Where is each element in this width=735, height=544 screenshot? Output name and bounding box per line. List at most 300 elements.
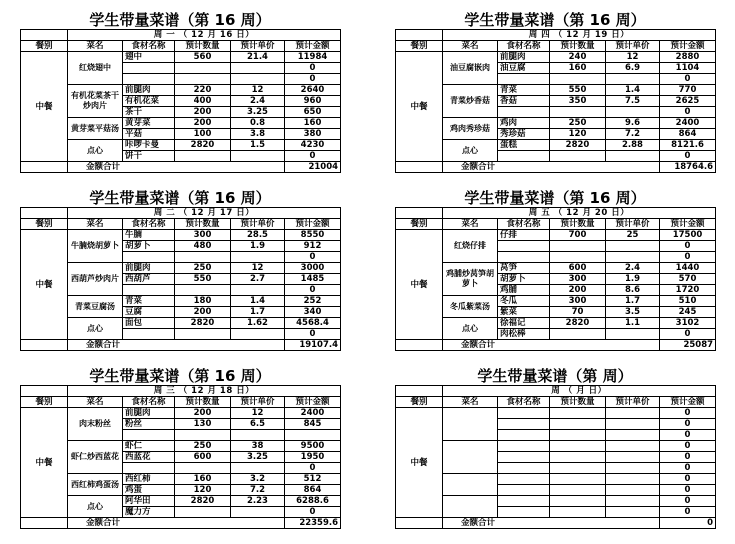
column-header: 预计单价	[231, 397, 285, 408]
dish-name: 油豆腐嵌肉	[443, 52, 498, 85]
menu-title: 学生带量菜谱（第 16 周）	[89, 367, 271, 385]
quantity: 220	[175, 85, 231, 96]
amount: 1485	[285, 274, 341, 285]
unit-price	[231, 252, 285, 263]
unit-price	[606, 151, 660, 162]
amount: 0	[660, 507, 716, 518]
quantity: 600	[550, 263, 606, 274]
amount: 4230	[285, 140, 341, 151]
quantity	[175, 285, 231, 296]
dish-name: 点心	[443, 318, 498, 340]
quantity: 2820	[175, 318, 231, 329]
amount: 0	[660, 74, 716, 85]
amount: 340	[285, 307, 341, 318]
column-header: 预计单价	[606, 397, 660, 408]
ingredient-name: 面包	[123, 318, 175, 329]
ingredient-name	[498, 419, 550, 430]
unit-price: 1.4	[606, 85, 660, 96]
quantity: 700	[550, 230, 606, 241]
unit-price	[231, 463, 285, 474]
ingredient-name: 青菜	[123, 296, 175, 307]
quantity: 250	[175, 263, 231, 274]
ingredient-name	[498, 74, 550, 85]
unit-price	[606, 430, 660, 441]
column-header: 菜名	[443, 219, 498, 230]
day-header: 周 （ 月 日）	[443, 386, 716, 397]
meal-label: 中餐	[21, 408, 68, 518]
ingredient-name: 香菇	[498, 96, 550, 107]
amount: 0	[660, 441, 716, 452]
quantity: 200	[175, 307, 231, 318]
column-header: 餐别	[21, 397, 68, 408]
unit-price	[606, 485, 660, 496]
menu-block	[395, 368, 715, 540]
unit-price	[606, 474, 660, 485]
unit-price	[606, 507, 660, 518]
quantity: 70	[550, 307, 606, 318]
menu-title: 学生带量菜谱（第 16 周）	[89, 189, 271, 207]
unit-price	[606, 408, 660, 419]
total-amount: 25087	[660, 340, 716, 351]
unit-price: 8.6	[606, 285, 660, 296]
quantity: 550	[175, 274, 231, 285]
quantity	[550, 252, 606, 263]
quantity: 350	[550, 96, 606, 107]
column-header: 预计单价	[231, 41, 285, 52]
total-label: 金额合计	[68, 518, 285, 529]
unit-price: 7.5	[606, 96, 660, 107]
amount: 512	[285, 474, 341, 485]
unit-price: 21.4	[231, 52, 285, 63]
unit-price	[606, 241, 660, 252]
menu-title: 学生带量菜谱（第 16 周）	[464, 11, 646, 29]
ingredient-name: 蛋糕	[498, 140, 550, 151]
unit-price	[606, 441, 660, 452]
unit-price: 1.4	[231, 296, 285, 307]
ingredient-name: 鸡蛋	[123, 485, 175, 496]
ingredient-name: 青菜	[498, 85, 550, 96]
ingredient-name	[498, 452, 550, 463]
amount: 9500	[285, 441, 341, 452]
quantity	[175, 74, 231, 85]
quantity: 400	[175, 96, 231, 107]
column-header: 餐别	[21, 219, 68, 230]
column-header: 餐别	[396, 219, 443, 230]
ingredient-name: 黄芽菜	[123, 118, 175, 129]
amount: 0	[285, 507, 341, 518]
column-header: 餐别	[396, 397, 443, 408]
unit-price: 1.7	[606, 296, 660, 307]
ingredient-name: 前腿肉	[123, 263, 175, 274]
amount: 2640	[285, 85, 341, 96]
empty-cell	[396, 208, 443, 219]
dish-name: 青菜豆腐汤	[68, 296, 123, 318]
unit-price	[606, 329, 660, 340]
dish-name	[443, 474, 498, 496]
unit-price	[231, 507, 285, 518]
unit-price	[606, 419, 660, 430]
amount: 0	[285, 285, 341, 296]
unit-price: 38	[231, 441, 285, 452]
unit-price	[606, 452, 660, 463]
ingredient-name	[498, 496, 550, 507]
empty-cell	[21, 386, 68, 397]
quantity: 550	[550, 85, 606, 96]
unit-price: 12	[231, 408, 285, 419]
amount: 8550	[285, 230, 341, 241]
column-header: 食材名称	[498, 219, 550, 230]
column-header: 食材名称	[123, 41, 175, 52]
amount: 0	[660, 408, 716, 419]
amount: 0	[285, 463, 341, 474]
menu-block	[395, 190, 715, 362]
column-header: 预计单价	[606, 219, 660, 230]
amount: 160	[285, 118, 341, 129]
quantity	[175, 430, 231, 441]
unit-price: 1.9	[231, 241, 285, 252]
menu-table	[20, 385, 341, 529]
amount: 960	[285, 96, 341, 107]
meal-label: 中餐	[396, 52, 443, 162]
unit-price: 7.2	[231, 485, 285, 496]
ingredient-name: 鸡脯	[498, 285, 550, 296]
unit-price	[231, 329, 285, 340]
quantity: 300	[175, 230, 231, 241]
column-header: 预计数量	[550, 41, 606, 52]
quantity	[550, 496, 606, 507]
ingredient-name: 牛腩	[123, 230, 175, 241]
column-header: 菜名	[443, 41, 498, 52]
amount: 0	[660, 151, 716, 162]
dish-name: 鸡肉秀珍菇	[443, 118, 498, 140]
dish-name	[443, 496, 498, 518]
ingredient-name	[123, 430, 175, 441]
menu-block	[20, 368, 340, 540]
amount: 864	[660, 129, 716, 140]
column-header: 预计金额	[660, 41, 716, 52]
amount: 2880	[660, 52, 716, 63]
dish-name	[443, 441, 498, 474]
dish-name: 黄芽菜平菇汤	[68, 118, 123, 140]
unit-price: 6.9	[606, 63, 660, 74]
day-header: 周 五 （ 12 月 20 日）	[443, 208, 716, 219]
dish-name: 肉末粉丝	[68, 408, 123, 441]
amount: 650	[285, 107, 341, 118]
amount: 770	[660, 85, 716, 96]
column-header: 菜名	[68, 219, 123, 230]
amount: 0	[660, 329, 716, 340]
column-header: 预计单价	[231, 219, 285, 230]
ingredient-name: 有机花菜	[123, 96, 175, 107]
amount: 1440	[660, 263, 716, 274]
empty-cell	[21, 162, 68, 173]
column-header: 预计数量	[175, 41, 231, 52]
amount: 1950	[285, 452, 341, 463]
amount: 0	[660, 419, 716, 430]
ingredient-name: 胡萝卜	[498, 274, 550, 285]
meal-label: 中餐	[396, 408, 443, 518]
ingredient-name: 鸡肉	[498, 118, 550, 129]
ingredient-name: 咔啰卡曼	[123, 140, 175, 151]
quantity	[550, 441, 606, 452]
amount: 0	[660, 430, 716, 441]
ingredient-name: 饼干	[123, 151, 175, 162]
ingredient-name: 西葫芦	[123, 274, 175, 285]
dish-name: 有机花菜茶干炒肉片	[68, 85, 123, 118]
quantity	[175, 151, 231, 162]
quantity	[550, 151, 606, 162]
total-label: 金额合计	[68, 340, 285, 351]
dish-name: 西葫芦炒肉片	[68, 263, 123, 296]
quantity	[550, 408, 606, 419]
amount: 510	[660, 296, 716, 307]
amount: 0	[660, 496, 716, 507]
quantity: 200	[550, 285, 606, 296]
ingredient-name: 紫菜	[498, 307, 550, 318]
unit-price: 2.88	[606, 140, 660, 151]
unit-price	[606, 74, 660, 85]
unit-price: 2.7	[231, 274, 285, 285]
amount: 1104	[660, 63, 716, 74]
dish-name: 鸡脯炒莴笋胡萝卜	[443, 263, 498, 296]
unit-price	[231, 151, 285, 162]
unit-price	[606, 463, 660, 474]
amount: 0	[285, 63, 341, 74]
total-amount: 21004	[285, 162, 341, 173]
quantity: 120	[175, 485, 231, 496]
unit-price: 12	[231, 263, 285, 274]
unit-price: 25	[606, 230, 660, 241]
column-header: 食材名称	[498, 397, 550, 408]
column-header: 预计数量	[550, 219, 606, 230]
amount: 0	[660, 252, 716, 263]
amount: 380	[285, 129, 341, 140]
menu-block	[20, 190, 340, 362]
total-amount: 19107.4	[285, 340, 341, 351]
quantity	[550, 430, 606, 441]
ingredient-name	[123, 63, 175, 74]
unit-price	[231, 285, 285, 296]
amount: 845	[285, 419, 341, 430]
unit-price: 1.5	[231, 140, 285, 151]
total-label: 金额合计	[443, 340, 660, 351]
column-header: 菜名	[68, 41, 123, 52]
quantity: 120	[550, 129, 606, 140]
column-header: 预计金额	[285, 219, 341, 230]
ingredient-name	[123, 285, 175, 296]
ingredient-name: 胡萝卜	[123, 241, 175, 252]
column-header: 预计金额	[660, 219, 716, 230]
unit-price: 1.62	[231, 318, 285, 329]
ingredient-name	[498, 430, 550, 441]
ingredient-name: 西蓝花	[123, 452, 175, 463]
ingredient-name: 前腿肉	[498, 52, 550, 63]
column-header: 食材名称	[123, 397, 175, 408]
unit-price: 9.6	[606, 118, 660, 129]
amount: 0	[285, 329, 341, 340]
unit-price: 1.9	[606, 274, 660, 285]
quantity	[550, 485, 606, 496]
unit-price	[606, 252, 660, 263]
quantity: 100	[175, 129, 231, 140]
column-header: 预计金额	[660, 397, 716, 408]
quantity	[175, 507, 231, 518]
amount: 2400	[660, 118, 716, 129]
amount: 8121.6	[660, 140, 716, 151]
ingredient-name: 西红柿	[123, 474, 175, 485]
total-amount: 18764.6	[660, 162, 716, 173]
total-label: 金额合计	[68, 162, 285, 173]
empty-cell	[21, 340, 68, 351]
quantity: 2820	[550, 318, 606, 329]
ingredient-name: 魔力方	[123, 507, 175, 518]
amount: 252	[285, 296, 341, 307]
day-header: 周 三 （ 12 月 18 日）	[68, 386, 341, 397]
menu-table	[395, 29, 716, 173]
dish-name: 青菜炒香菇	[443, 85, 498, 118]
quantity	[550, 452, 606, 463]
ingredient-name: 肉松棒	[498, 329, 550, 340]
empty-cell	[396, 30, 443, 41]
ingredient-name: 前腿肉	[123, 408, 175, 419]
quantity	[550, 507, 606, 518]
ingredient-name: 粉丝	[123, 419, 175, 430]
unit-price: 2.4	[231, 96, 285, 107]
amount: 0	[660, 463, 716, 474]
ingredient-name	[498, 107, 550, 118]
quantity	[550, 329, 606, 340]
dish-name: 红烧翅中	[68, 52, 123, 85]
unit-price: 0.8	[231, 118, 285, 129]
quantity	[550, 474, 606, 485]
quantity: 2820	[175, 496, 231, 507]
menu-title: 学生带量菜谱（第 16 周）	[89, 11, 271, 29]
unit-price: 3.25	[231, 452, 285, 463]
ingredient-name: 平菇	[123, 129, 175, 140]
menu-table	[20, 207, 341, 351]
amount: 4568.4	[285, 318, 341, 329]
amount: 0	[285, 74, 341, 85]
column-header: 预计数量	[550, 397, 606, 408]
ingredient-name: 虾仁	[123, 441, 175, 452]
dish-name: 点心	[68, 140, 123, 162]
quantity: 560	[175, 52, 231, 63]
dish-name: 冬瓜紫菜汤	[443, 296, 498, 318]
amount: 11984	[285, 52, 341, 63]
quantity: 130	[175, 419, 231, 430]
empty-cell	[396, 386, 443, 397]
total-amount: 0	[660, 518, 716, 529]
ingredient-name	[123, 74, 175, 85]
meal-label: 中餐	[21, 230, 68, 340]
quantity	[550, 463, 606, 474]
dish-name: 点心	[68, 318, 123, 340]
quantity: 250	[550, 118, 606, 129]
quantity: 180	[175, 296, 231, 307]
ingredient-name	[498, 485, 550, 496]
meal-label: 中餐	[396, 230, 443, 340]
column-header: 预计单价	[606, 41, 660, 52]
unit-price: 3.2	[231, 474, 285, 485]
empty-cell	[396, 518, 443, 529]
quantity	[550, 241, 606, 252]
amount: 864	[285, 485, 341, 496]
ingredient-name	[498, 507, 550, 518]
column-header: 菜名	[68, 397, 123, 408]
ingredient-name: 油豆腐	[498, 63, 550, 74]
amount: 1720	[660, 285, 716, 296]
dish-name: 虾仁炒西蓝花	[68, 441, 123, 474]
unit-price: 3.8	[231, 129, 285, 140]
quantity: 600	[175, 452, 231, 463]
quantity: 160	[175, 474, 231, 485]
unit-price: 1.1	[606, 318, 660, 329]
quantity	[550, 419, 606, 430]
dish-name: 红烧仔排	[443, 230, 498, 263]
quantity: 200	[175, 107, 231, 118]
day-header: 周 二 （ 12 月 17 日）	[68, 208, 341, 219]
unit-price: 12	[231, 85, 285, 96]
quantity	[175, 252, 231, 263]
ingredient-name	[498, 151, 550, 162]
column-header: 食材名称	[123, 219, 175, 230]
dish-name: 点心	[443, 140, 498, 162]
quantity: 300	[550, 296, 606, 307]
empty-cell	[21, 30, 68, 41]
amount: 2400	[285, 408, 341, 419]
empty-cell	[21, 208, 68, 219]
ingredient-name: 前腿肉	[123, 85, 175, 96]
amount: 6288.6	[285, 496, 341, 507]
amount: 3000	[285, 263, 341, 274]
ingredient-name	[498, 474, 550, 485]
amount: 912	[285, 241, 341, 252]
column-header: 预计金额	[285, 397, 341, 408]
unit-price	[606, 107, 660, 118]
menu-table	[395, 207, 716, 351]
dish-name	[443, 408, 498, 441]
quantity: 480	[175, 241, 231, 252]
unit-price: 3.25	[231, 107, 285, 118]
column-header: 餐别	[396, 41, 443, 52]
amount: 0	[660, 107, 716, 118]
quantity	[550, 107, 606, 118]
ingredient-name	[498, 241, 550, 252]
amount: 3102	[660, 318, 716, 329]
ingredient-name: 翅中	[123, 52, 175, 63]
ingredient-name: 阿华田	[123, 496, 175, 507]
column-header: 食材名称	[498, 41, 550, 52]
total-label: 金额合计	[443, 518, 660, 529]
unit-price	[231, 430, 285, 441]
amount: 0	[660, 485, 716, 496]
column-header: 预计数量	[175, 219, 231, 230]
ingredient-name	[123, 463, 175, 474]
amount	[285, 430, 341, 441]
quantity: 2820	[175, 140, 231, 151]
menu-block	[395, 12, 715, 184]
unit-price: 12	[606, 52, 660, 63]
dish-name: 西红柿鸡蛋汤	[68, 474, 123, 496]
unit-price: 2.4	[606, 263, 660, 274]
total-amount: 22359.6	[285, 518, 341, 529]
quantity: 300	[550, 274, 606, 285]
ingredient-name	[498, 441, 550, 452]
meal-label: 中餐	[21, 52, 68, 162]
menu-table	[20, 29, 341, 173]
ingredient-name: 仔排	[498, 230, 550, 241]
quantity	[175, 463, 231, 474]
